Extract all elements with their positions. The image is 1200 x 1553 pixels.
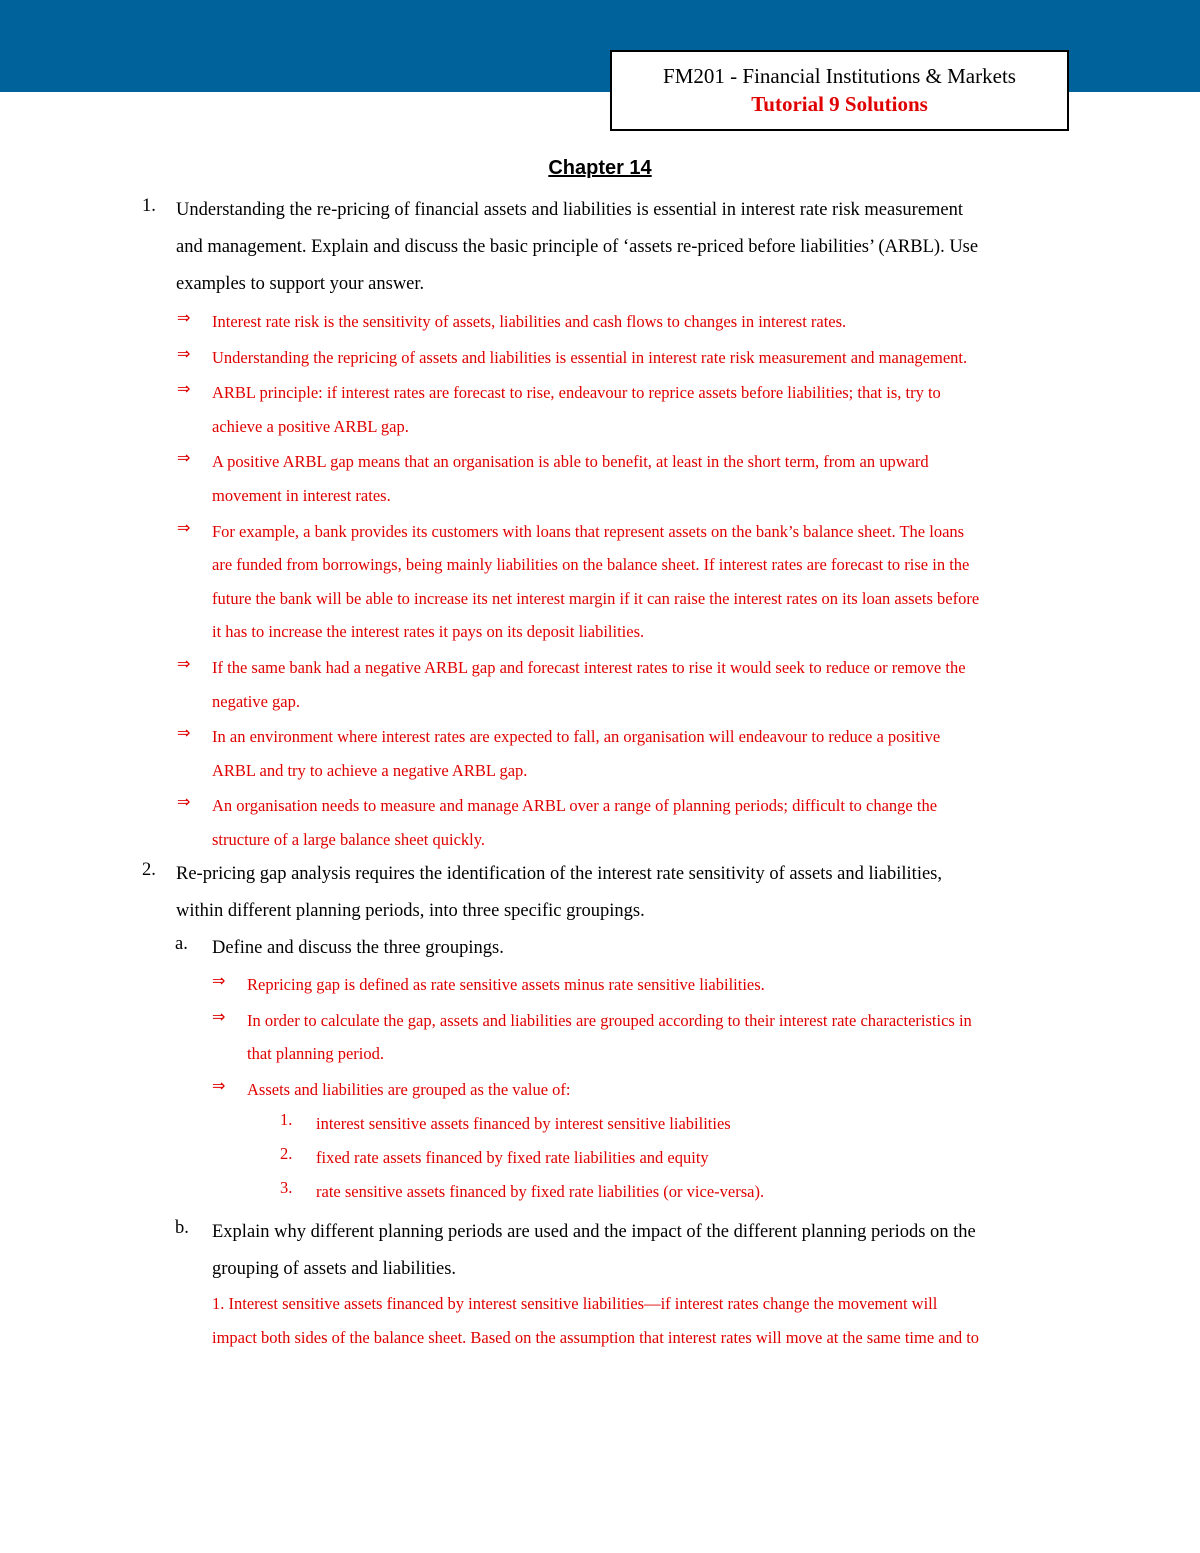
answer-line: ARBL and try to achieve a negative ARBL gap. [212,760,528,780]
arrow-bullet-icon: ⇒ [177,343,191,363]
answer-bullet [212,971,1126,1005]
answer-line: In an environment where interest rates are expected to fall, an organisation will endeavour to reduce a positive [212,727,941,747]
answer-line: impact both sides of the balance sheet. Based on the assumption that interest rates will move at the same time and to [212,1328,980,1347]
tutorial-subtitle: Tutorial 9 Solutions [751,92,928,116]
arrow-bullet-icon: ⇒ [212,1075,226,1095]
answer-line: structure of a large balance sheet quickly. [212,829,486,849]
answer-bullet [177,654,1126,721]
subquestion-b-answer [212,1290,1126,1358]
answer-bullet [177,792,1126,859]
answer-line: 1. Interest sensitive assets financed by interest sensitive liabilities—if interest rates change the movement will [212,1294,938,1313]
answer-bullet [177,308,1126,342]
arrow-bullet-icon: ⇒ [177,379,191,399]
arrow-bullet-icon: ⇒ [177,654,191,673]
arrow-bullet-icon: ⇒ [177,723,191,743]
answer-line: that planning period. [247,1044,385,1064]
answer-bullet [177,448,1126,515]
answer-bullet [177,723,1126,790]
arrow-bullet-icon: ⇒ [177,308,191,327]
answer-line: ARBL principle: if interest rates are forecast to rise, endeavour to reprice assets before liabilities; that is, try to [212,383,941,403]
answer-bullet [212,1075,1126,1110]
answer-line: A positive ARBL gap means that an organisation is able to benefit, at least in the short term, from an upward [212,452,929,472]
question-line: within different planning periods, into three specific groupings. [176,901,645,921]
answer-line: negative gap. [212,691,300,711]
grouping-item [280,1178,1126,1212]
answer-line: achieve a positive ARBL gap. [212,416,409,436]
arrow-bullet-icon: ⇒ [177,792,191,812]
grouping-item-text: fixed rate assets financed by fixed rate liabilities and equity [316,1148,709,1167]
chapter-heading: Chapter 14 [548,157,652,179]
answer-line: In order to calculate the gap, assets and liabilities are grouped according to their interest rate characteristics in [247,1010,972,1030]
subquestion-label: b. [175,1218,189,1238]
arrow-bullet-icon: ⇒ [177,517,191,537]
answer-line: Assets and liabilities are grouped as the value of: [247,1079,571,1099]
answer-line: it has to increase the interest rates it pays on its deposit liabilities. [212,622,645,642]
question-2 [142,860,1126,934]
answer-bullet [212,1006,1126,1074]
grouping-item-text: interest sensitive assets financed by interest sensitive liabilities [316,1114,731,1133]
answer-line: are funded from borrowings, being mainly liabilities on the balance sheet. If interest rates are forecast to rise in the [212,555,970,575]
question-line: Understanding the re-pricing of financial assets and liabilities is essential in interest rate risk measurement [176,200,964,220]
answer-line: Interest rate risk is the sensitivity of assets, liabilities and cash flows to changes in interest rates. [212,312,847,331]
question-number: 2. [142,860,156,880]
question-line: Re-pricing gap analysis requires the identification of the interest rate sensitivity of assets and liabilities, [176,864,942,884]
answer-bullet [177,379,1126,446]
answer-line: For example, a bank provides its customers with loans that represent assets on the bank’s balance sheet. The loans [212,521,965,541]
arrow-bullet-icon: ⇒ [177,448,191,468]
answer-bullet [177,343,1126,378]
subquestion-text: Define and discuss the three groupings. [212,938,504,958]
subquestion-a [175,934,1126,971]
grouping-item-number: 3. [280,1178,293,1197]
answer-line: future the bank will be able to increase its net interest margin if it can raise the interest rates on its loan assets before [212,588,980,608]
course-title: FM201 - Financial Institutions & Markets [663,64,1016,88]
subquestion-line: Explain why different planning periods are used and the impact of the different planning periods on the [212,1222,976,1242]
grouping-item-text: rate sensitive assets financed by fixed rate liabilities (or vice-versa). [316,1182,765,1201]
grouping-item-number: 2. [280,1144,293,1163]
title-box [610,50,1069,131]
question-number: 1. [142,196,156,216]
answer-line: Repricing gap is defined as rate sensitive assets minus rate sensitive liabilities. [247,975,765,994]
subquestion-label: a. [175,934,188,954]
answer-line: An organisation needs to measure and manage ARBL over a range of planning periods; difficult to change the [212,796,938,816]
arrow-bullet-icon: ⇒ [212,971,226,990]
subquestion-line: grouping of assets and liabilities. [212,1259,457,1279]
answer-line: movement in interest rates. [212,485,391,505]
grouping-item [280,1144,1126,1178]
question-line: and management. Explain and discuss the basic principle of ‘assets re-priced before liabilities’ (ARBL). Use [176,237,979,257]
subquestion-b [175,1218,1126,1292]
question-line: examples to support your answer. [176,274,425,294]
answer-line: Understanding the repricing of assets and liabilities is essential in interest rate risk measurement and management. [212,347,968,367]
arrow-bullet-icon: ⇒ [212,1006,226,1026]
answer-bullet [177,517,1126,652]
grouping-item [280,1110,1126,1144]
answer-line: If the same bank had a negative ARBL gap and forecast interest rates to rise it would seek to reduce or remove the [212,658,966,677]
grouping-item-number: 1. [280,1110,293,1129]
question-1 [142,196,1126,307]
